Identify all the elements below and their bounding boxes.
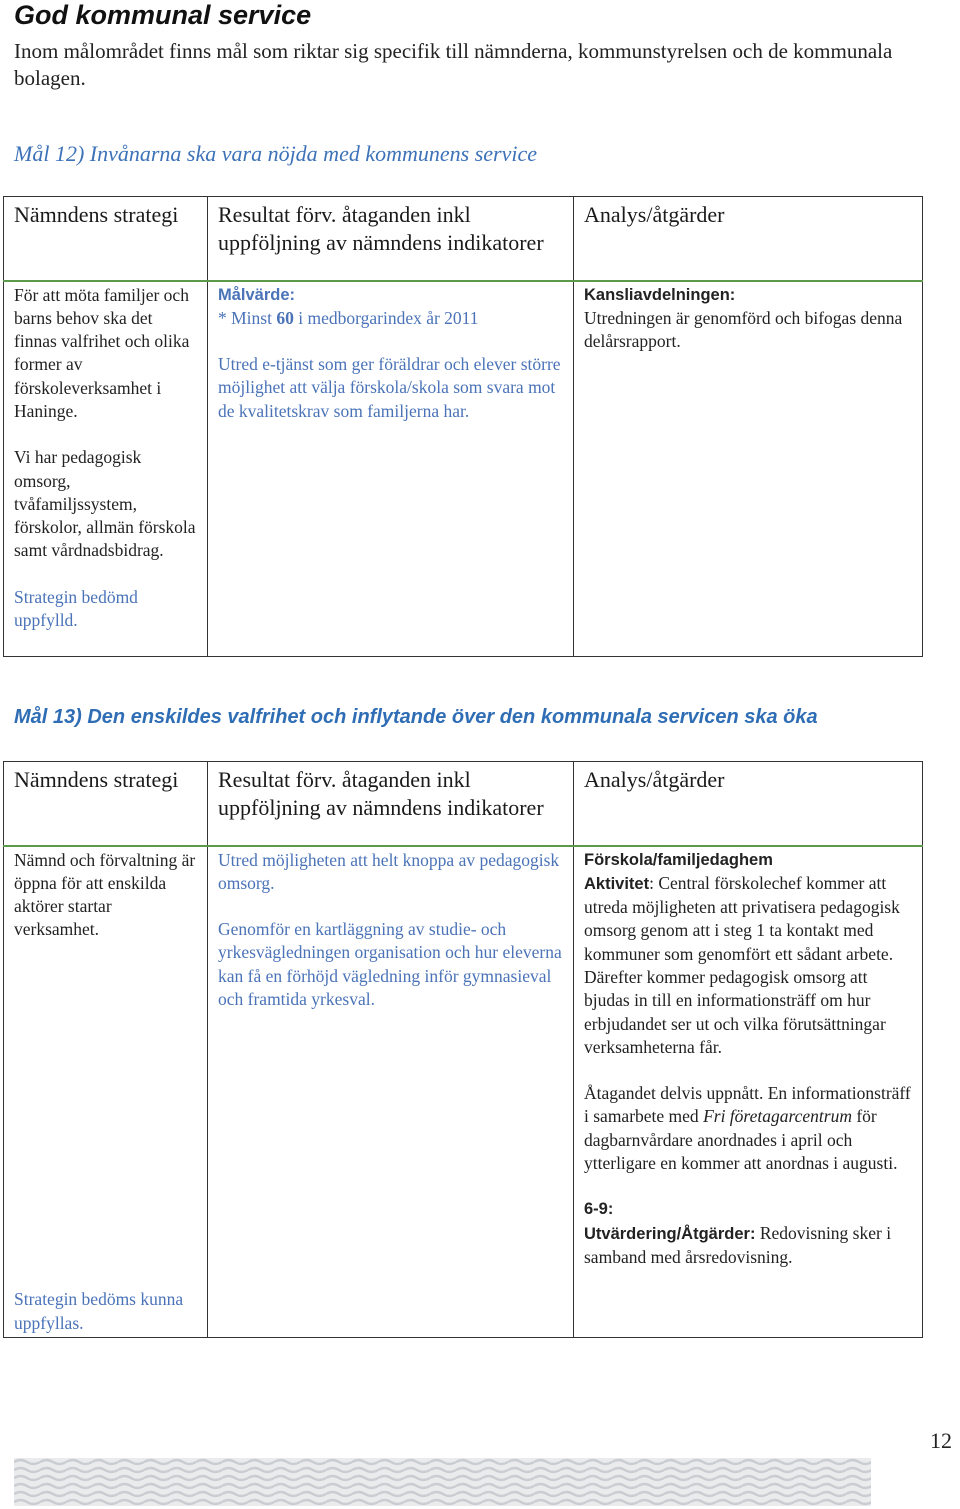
page-title: God kommunal service	[14, 0, 312, 30]
header-result: Resultat förv. åtaganden inkl uppföljning av nämndens indikatorer	[208, 197, 574, 281]
intro-text: Inom målområdet finns mål som riktar sig specifik till nämnderna, kommunstyrelsen och de kommunala bolagen.	[14, 39, 893, 90]
goal-13-heading: Mål 13) Den enskildes valfrihet och inflytande över den kommunala servicen ska öka	[14, 706, 818, 728]
target-value: 60	[276, 307, 294, 328]
goal-13-table	[3, 761, 923, 1338]
header-result: Resultat förv. åtaganden inkl uppföljning av nämndens indikatorer	[208, 762, 574, 846]
analysis-text: Utredningen är genomförd och bifogas denna delårsrapport.	[584, 307, 903, 352]
footer-wave-band	[14, 1458, 871, 1506]
result-cell	[208, 846, 574, 1338]
strategy-assessment: Strategin bedöms kunna uppfyllas.	[14, 1289, 184, 1333]
target-value-line	[218, 307, 563, 330]
header-strategy: Nämndens strategi	[4, 762, 208, 846]
analysis-cell	[574, 846, 923, 1338]
header-analysis: Analys/åtgärder	[574, 762, 923, 846]
target-prefix: * Minst	[218, 307, 277, 328]
header-analysis: Analys/åtgärder	[574, 197, 923, 281]
p2-italic: Fri företagarcentrum	[703, 1106, 852, 1127]
result-paragraph-1: Utred möjligheten att helt knoppa av pedagogisk omsorg.	[218, 849, 560, 893]
analysis-unit: Förskola/familjedaghem	[584, 850, 773, 869]
page-number: 12	[930, 1428, 952, 1453]
goal-12-heading: Mål 12) Invånarna ska vara nöjda med kommunens service	[14, 141, 537, 166]
target-label: Målvärde:	[218, 285, 296, 304]
result-paragraph-2: Utred e-tjänst som ger föräldrar och elever större möjlighet att välja förskola/skola som svara mot de kvalitetskrav som familjerna har.	[218, 354, 561, 421]
p2-after: för dagbarnvårdare anordnades i april och ytterligare en kommer att anordnas i augusti.	[584, 1106, 898, 1174]
analysis-period: 6-9:	[584, 1200, 614, 1219]
evaluation-text: Redovisning sker i samband med årsredovisning.	[584, 1222, 892, 1267]
header-strategy: Nämndens strategi	[4, 197, 208, 281]
analysis-evaluation	[584, 1222, 912, 1270]
strategy-cell	[4, 281, 208, 657]
result-paragraph-2: Genomför en kartläggning av studie- och yrkesvägledningen organisation och hur eleverna kan få en förhöjd vägledning inför gymnasieval och framtida yrkesval.	[218, 919, 562, 1009]
analysis-paragraph-2	[584, 1082, 912, 1175]
evaluation-label: Utvärdering/Åtgärder:	[584, 1224, 756, 1243]
activity-text: : Central förskolechef kommer att utreda möjligheten att privatisera pedagogisk omsorg genom att i steg 1 ta kontakt med kommuner som genomfört ett sådant arbete. Därefter kommer pedagogisk omsorg att bjudas in till en informationsträff om hur erbjudandet ser ut och vilka förutsättningar verksamheterna får.	[584, 872, 900, 1057]
strategy-assessment: Strategin bedömd uppfylld.	[14, 586, 138, 631]
target-suffix: i medborgarindex år 2011	[293, 307, 479, 328]
analysis-activity	[584, 872, 912, 1059]
strategy-cell	[4, 846, 208, 1338]
p2-before: Åtagandet delvis uppnått. En informationsträff i samarbete med	[584, 1083, 911, 1127]
analysis-cell	[574, 281, 923, 657]
strategy-paragraph-1: Nämnd och förvaltning är öppna för att enskilda aktörer startar verksamhet.	[14, 849, 196, 940]
analysis-unit: Kansliavdelningen:	[584, 285, 736, 304]
strategy-paragraph-1: För att möta familjer och barns behov ska det finnas valfrihet och olika former av förskoleverksamhet i Haninge.	[14, 284, 190, 421]
goal-12-table	[3, 196, 923, 657]
result-cell	[208, 281, 574, 657]
activity-label: Aktivitet	[584, 874, 650, 893]
strategy-paragraph-2: Vi har pedagogisk omsorg, tvåfamiljssystem, förskolor, allmän förskola samt vårdnadsbidrag.	[14, 447, 196, 561]
